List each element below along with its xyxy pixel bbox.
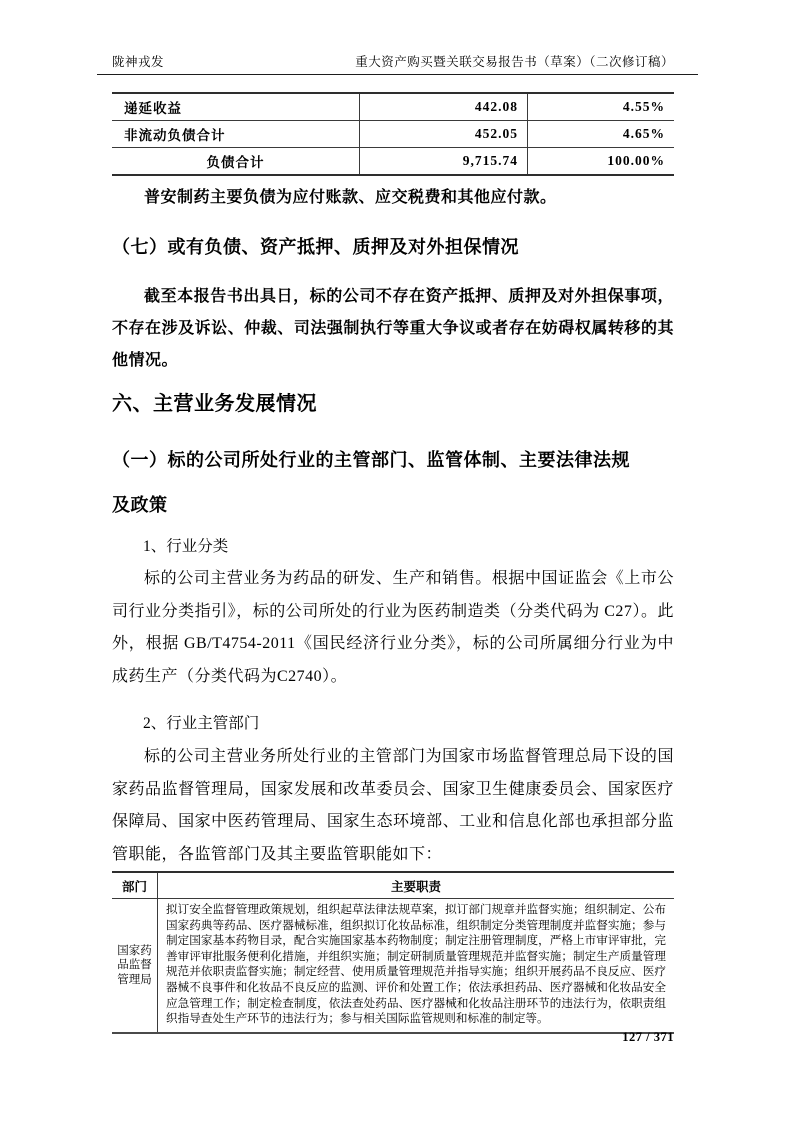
footer-page-number: 127 / 371 xyxy=(622,1030,674,1044)
subheading-industry-authorities: 2、行业主管部门 xyxy=(143,715,260,732)
heading-contingent-liabilities: （七）或有负债、资产抵押、质押及对外担保情况 xyxy=(112,237,519,257)
para-industry-authorities: 标的公司主营业务所处行业的主管部门为国家市场监督管理总局下设的国家药品监督管理局，国家发展和改革委员会、国家卫生健康委员会、国家医疗保障局、国家中医药管理局、国家生态环境部、工业和信息化部也承担部分监管职能，各监管部门及其主要监管职能如下： xyxy=(112,748,674,863)
liability-ratio-cell: 4.65% xyxy=(528,121,675,148)
table-row xyxy=(112,148,674,176)
liability-amount-cell: 442.08 xyxy=(360,93,528,121)
header-company-short-name: 陇神戎发 xyxy=(112,55,165,69)
table-row xyxy=(112,93,674,121)
liability-amount-cell: 452.05 xyxy=(360,121,528,148)
header-report-title: 重大资产购买暨关联交易报告书（草案）（二次修订稿） xyxy=(355,55,674,69)
liability-ratio-cell: 4.55% xyxy=(528,93,675,121)
liabilities-table xyxy=(112,92,674,176)
regulators-table xyxy=(112,871,674,1034)
regulator-department-cell: 国家药品监督管理局 xyxy=(112,899,158,1033)
page-header xyxy=(112,52,674,70)
para-liabilities-summary: 普安制药主要负债为应付账款、应交税费和其他应付款。 xyxy=(144,189,557,206)
liability-amount-cell: 9,715.74 xyxy=(360,148,528,176)
para-industry-classification: 标的公司主营业务为药品的研发、生产和销售。根据中国证监会《上市公司行业分类指引》，标的公司所处的行业为医药制造类（分类代码为 C27）。此外，根据 GB/T4754-2011《国民经济行业分类》，标的公司所属细分行业为中成药生产（分类代码为C2740）。 xyxy=(112,570,674,685)
regulators-col-department: 部门 xyxy=(112,872,158,899)
regulators-col-duties: 主要职责 xyxy=(158,872,675,899)
subheading-industry-classification: 1、行业分类 xyxy=(143,538,229,555)
heading-main-business-development: 六、主营业务发展情况 xyxy=(112,393,317,415)
liability-item-cell: 非流动负债合计 xyxy=(112,121,360,148)
table-row xyxy=(112,121,674,148)
liability-item-cell: 递延收益 xyxy=(112,93,360,121)
liability-ratio-cell: 100.00% xyxy=(607,153,665,168)
para-contingent-liabilities: 截至本报告书出具日，标的公司不存在资产抵押、质押及对外担保事项，不存在涉及诉讼、仲裁、司法强制执行等重大争议或者存在妨碍权属转移的其他情况。 xyxy=(112,288,674,369)
heading-industry-regulators-laws: （一）标的公司所处行业的主管部门、监管体制、主要法律法规及政策 xyxy=(112,450,630,515)
liability-total-cell: 负债合计 xyxy=(112,148,360,176)
table-row xyxy=(112,899,674,1033)
header-rule xyxy=(97,74,698,75)
table-header-row xyxy=(112,872,674,899)
regulator-duties-cell: 拟订安全监督管理政策规划，组织起草法律法规草案，拟订部门规章并监督实施；组织制定、公布国家药典等药品、医疗器械标准，组织拟订化妆品标准，组织制定分类管理制度并监督实施；参与制定国家基本药物目录，配合实施国家基本药物制度；制定注册管理制度，严格上市审评审批，完善审评审批服务便利化措施，并组织实施；制定研制质量管理规范并监督实施；制定生产质量管理规范并依职责监督实施；制定经营、使用质量管理规范并指导实施；组织开展药品不良反应、医疗器械不良事件和化妆品不良反应的监测、评价和处置工作；依法承担药品、医疗器械和化妆品安全应急管理工作；制定检查制度，依法查处药品、医疗器械和化妆品注册环节的违法行为，依职责组织指导查处生产环节的违法行为；参与相关国际监管规则和标准的制定等。 xyxy=(166,903,666,1026)
